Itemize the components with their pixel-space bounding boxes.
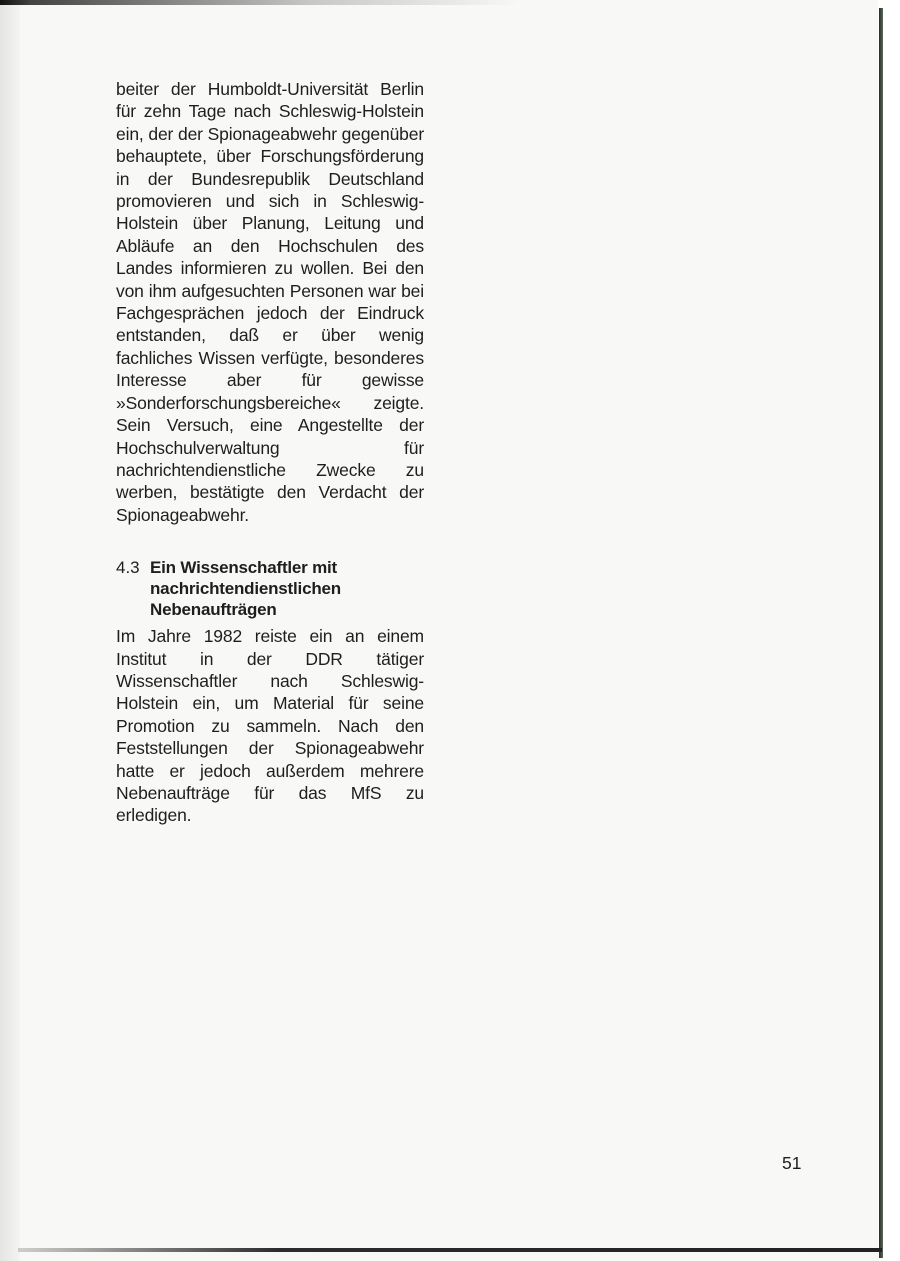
intro-paragraph: beiter der Humboldt-Universität Berlin für zehn Tage nach Schleswig-Holstein ein, der der Spionageabwehr gegenüber behauptete, über Forschungsförderung in der Bundesrepublik Deutschland promovieren und sich in Schleswig-Holstein über Planung, Leitung und Abläufe an den Hochschulen des Landes informieren zu wollen. Bei den von ihm aufgesuchten Personen war bei Fachgesprächen jedoch der Eindruck entstanden, daß er über wenig fachliches Wissen verfügte, besonderes Interesse aber für gewisse »Sonderforschungsbereiche« zeigte. Sein Versuch, eine Angestellte der Hochschulverwaltung für nachrichtendienstliche Zwecke zu werben, bestätigte den Verdacht der Spionageabwehr. (116, 79, 424, 525)
section-title: Ein Wissenschaftler mit nachrichtendienstlichen Nebenaufträgen (150, 558, 341, 620)
page-right-edge (879, 8, 883, 1258)
page-top-edge (0, 0, 520, 5)
page-left-shadow (0, 0, 20, 1261)
page-number: 51 (782, 1153, 802, 1173)
section-heading (116, 557, 424, 620)
section-paragraph: Im Jahre 1982 reiste ein an einem Institut in der DDR tätiger Wissenschaftler nach Schleswig-Holstein ein, um Material für seine Promotion zu sammeln. Nach den Feststellungen der Spionageabwehr hatte er jedoch außerdem mehrere Nebenaufträge für das MfS zu erledigen. (116, 626, 424, 826)
text-column (116, 78, 424, 827)
page-bottom-edge (18, 1248, 882, 1252)
section-number: 4.3 (116, 558, 140, 578)
